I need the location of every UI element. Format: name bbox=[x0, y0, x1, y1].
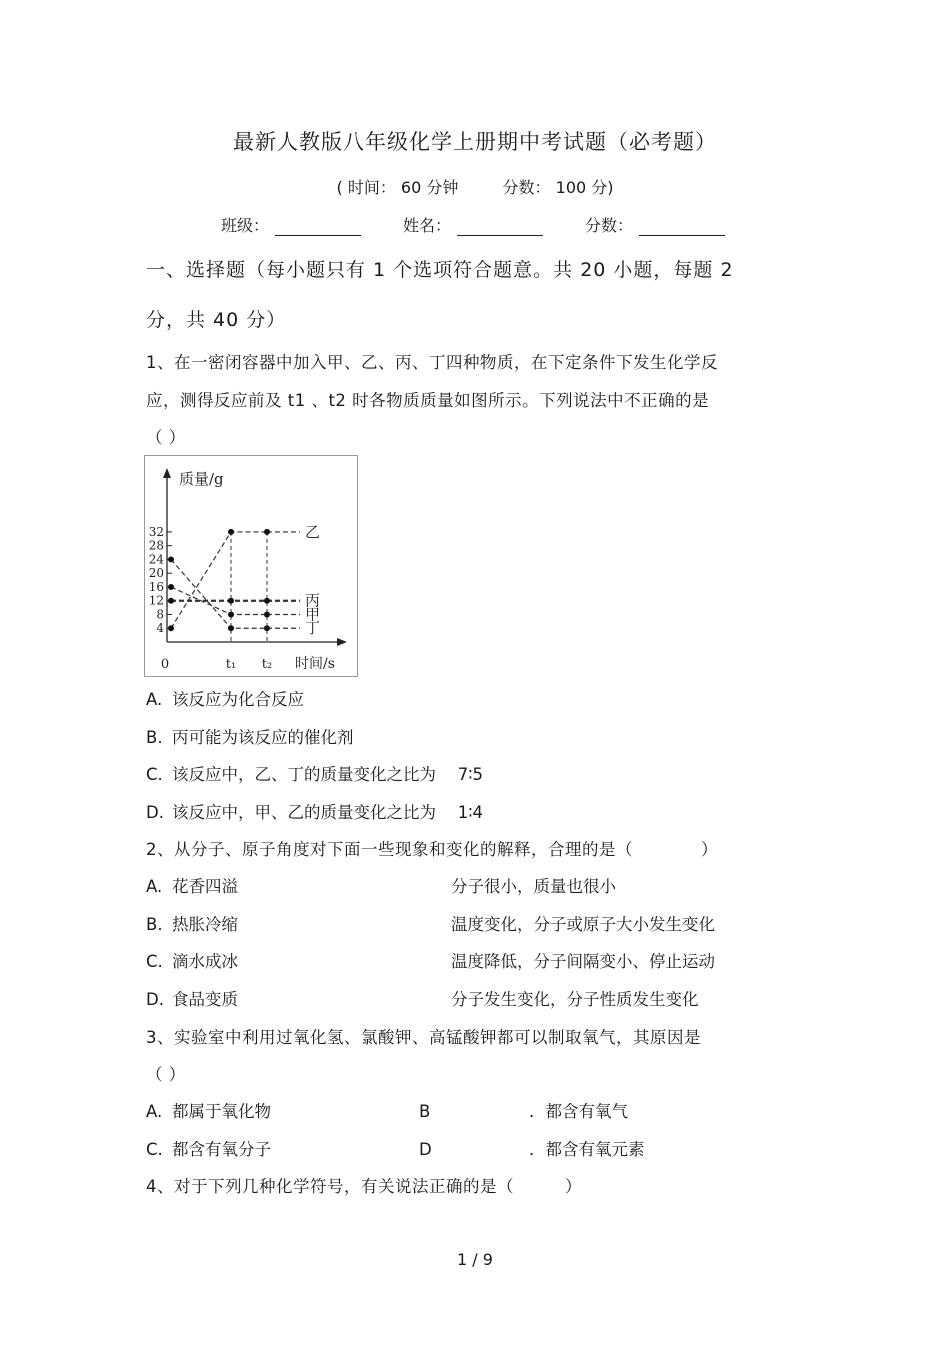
q3-option-b[interactable] bbox=[419, 1098, 628, 1122]
class-field bbox=[221, 213, 361, 236]
q2-option-d-explain: 分子发生变化，分子性质发生变化 bbox=[451, 990, 699, 1009]
q1-option-d-text: 该反应中，甲、乙的质量变化之比为 1∶4 bbox=[172, 803, 484, 822]
y-tick-label: 4 bbox=[156, 621, 164, 636]
q1-option-b-text: 丙可能为该反应的催化剂 bbox=[172, 728, 354, 747]
q2-option-d-letter: D. bbox=[146, 990, 164, 1009]
q2-option-c-text: 滴水成冰 bbox=[172, 952, 238, 971]
series-label-丙: 丙 bbox=[305, 591, 321, 610]
q2-option-c-letter: C. bbox=[146, 952, 163, 971]
q1-option-a-text: 该反应为化合反应 bbox=[172, 690, 304, 709]
series-label-乙: 乙 bbox=[305, 522, 321, 541]
data-point-甲 bbox=[168, 584, 174, 590]
q2-option-a[interactable] bbox=[146, 873, 238, 897]
q2-option-c-explain: 温度降低，分子间隔变小、停止运动 bbox=[451, 952, 715, 971]
exam-time: ( 时间： 60 分钟 bbox=[336, 178, 459, 197]
y-axis-label: 质量/g bbox=[179, 470, 224, 488]
data-point-丙 bbox=[168, 598, 174, 604]
y-tick-label: 12 bbox=[148, 593, 164, 608]
q1-option-c-text: 该反应中，乙、丁的质量变化之比为 7∶5 bbox=[172, 765, 484, 784]
q4-stem: 4、对于下列几种化学符号，有关说法正确的是（ ） bbox=[146, 1177, 582, 1196]
y-tick-label: 8 bbox=[156, 607, 164, 622]
q2-option-a-explain: 分子很小，质量也很小 bbox=[451, 877, 616, 896]
q2-option-b-text: 热胀冷缩 bbox=[172, 915, 238, 934]
data-point-甲 bbox=[264, 611, 270, 617]
q3-option-c-letter: C. bbox=[146, 1140, 163, 1159]
q1-option-c-letter: C. bbox=[146, 765, 163, 784]
data-point-乙 bbox=[168, 625, 174, 631]
q3-option-a[interactable] bbox=[146, 1098, 271, 1122]
q1-option-d-letter: D. bbox=[146, 803, 164, 822]
q2-option-c[interactable] bbox=[146, 948, 238, 972]
q2-option-a-text: 花香四溢 bbox=[172, 877, 238, 896]
q1-answer-paren: （ ） bbox=[146, 428, 186, 447]
q1-option-d[interactable] bbox=[146, 799, 483, 823]
name-blank bbox=[457, 217, 543, 236]
q3-option-b-text: ．都含有氧气 bbox=[529, 1102, 628, 1121]
exam-score: 分数： 100 分) bbox=[502, 178, 614, 197]
y-tick-label: 16 bbox=[148, 579, 164, 594]
q3-option-a-text: 都属于氧化物 bbox=[172, 1102, 271, 1121]
x-tick-label: t₂ bbox=[261, 657, 273, 672]
q3-option-c[interactable] bbox=[146, 1136, 271, 1160]
q3-answer-paren: （ ） bbox=[146, 1065, 186, 1084]
q2-option-a-letter: A. bbox=[146, 877, 163, 896]
data-point-丁 bbox=[228, 625, 234, 631]
q1-stem-line2: 应，测得反应前及 t1 、t2 时各物质质量如图所示。下列说法中不正确的是 bbox=[146, 391, 710, 410]
q3-option-a-letter: A. bbox=[146, 1102, 163, 1121]
data-point-乙 bbox=[264, 529, 270, 535]
data-point-丙 bbox=[264, 598, 270, 604]
x-axis-arrow bbox=[337, 638, 347, 646]
score-blank bbox=[639, 217, 725, 236]
data-point-丙 bbox=[228, 598, 234, 604]
x-tick-label: 0 bbox=[160, 657, 170, 672]
score-field bbox=[585, 213, 725, 236]
y-tick-label: 20 bbox=[148, 566, 164, 581]
exam-meta bbox=[0, 175, 950, 198]
score-label: 分数： bbox=[585, 216, 634, 235]
q3-option-d-text: ．都含有氧元素 bbox=[529, 1140, 645, 1159]
y-tick-label: 24 bbox=[148, 552, 164, 567]
y-tick-label: 28 bbox=[148, 538, 164, 553]
q1-option-b[interactable] bbox=[146, 724, 354, 748]
name-field bbox=[403, 213, 543, 236]
section-heading-line2: 分，共 40 分） bbox=[146, 309, 287, 331]
series-line-丁 bbox=[171, 559, 267, 628]
q2-option-b-letter: B. bbox=[146, 915, 163, 934]
data-point-丁 bbox=[168, 556, 174, 562]
data-point-丁 bbox=[264, 625, 270, 631]
y-axis-arrow bbox=[163, 468, 171, 478]
q1-option-a-letter: A. bbox=[146, 690, 163, 709]
x-axis-label: 时间/s bbox=[295, 656, 335, 672]
class-label: 班级： bbox=[221, 216, 270, 235]
q1-option-b-letter: B. bbox=[146, 728, 163, 747]
data-point-乙 bbox=[228, 529, 234, 535]
q1-stem-line1: 1、在一密闭容器中加入甲、乙、丙、丁四种物质，在下定条件下发生化学反 bbox=[146, 353, 718, 372]
q2-stem: 2、从分子、原子角度对下面一些现象和变化的解释，合理的是（ ） bbox=[146, 840, 718, 859]
q1-chart-svg bbox=[145, 456, 357, 676]
q1-chart bbox=[144, 455, 358, 677]
q3-stem: 3、实验室中利用过氧化氢、氯酸钾、高锰酸钾都可以制取氧气，其原因是 bbox=[146, 1028, 701, 1047]
q1-option-a[interactable] bbox=[146, 686, 304, 710]
series-label-丁: 丁 bbox=[305, 619, 321, 638]
q3-option-d[interactable] bbox=[419, 1136, 645, 1160]
q2-option-d[interactable] bbox=[146, 986, 238, 1010]
q1-option-c[interactable] bbox=[146, 761, 483, 785]
page-number: 1 / 9 bbox=[457, 1250, 493, 1269]
data-point-甲 bbox=[228, 611, 234, 617]
y-tick-label: 32 bbox=[148, 524, 164, 539]
page-title: 最新人教版八年级化学上册期中考试题（必考题） bbox=[233, 130, 717, 154]
q3-option-c-text: 都含有氧分子 bbox=[172, 1140, 271, 1159]
q2-option-b[interactable] bbox=[146, 911, 238, 935]
q2-option-d-text: 食品变质 bbox=[172, 990, 238, 1009]
class-blank bbox=[275, 217, 361, 236]
q2-option-b-explain: 温度变化，分子或原子大小发生变化 bbox=[451, 915, 715, 934]
q3-option-b-letter: B bbox=[419, 1102, 431, 1121]
q3-option-d-letter: D bbox=[419, 1140, 432, 1159]
series-label-甲: 甲 bbox=[305, 605, 321, 624]
x-tick-label: t₁ bbox=[225, 657, 237, 672]
section-heading-line1: 一、选择题（每小题只有 1 个选项符合题意。共 20 小题，每题 2 bbox=[146, 259, 734, 281]
name-label: 姓名： bbox=[403, 216, 452, 235]
